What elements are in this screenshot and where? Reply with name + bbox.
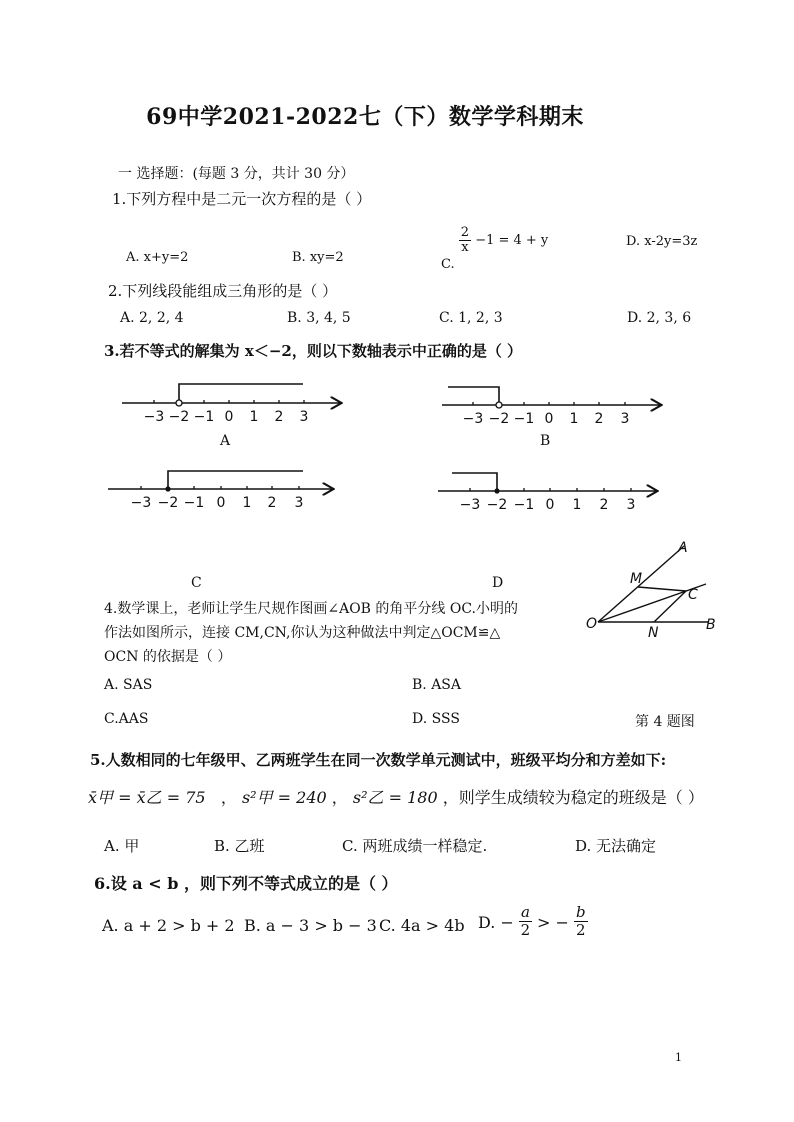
- solution-bracket: [448, 387, 499, 402]
- solution-bracket: [179, 384, 303, 400]
- q5-condition-tail: ，则学生成绩较为稳定的班级是（ ）: [442, 788, 704, 807]
- q6-d-numerator-1: a: [520, 903, 530, 921]
- tick-label: −3: [143, 409, 165, 425]
- q3-stem: 3.若不等式的解集为 x＜−2，则以下数轴表示中正确的是（ ）: [104, 342, 523, 360]
- q1-c-denominator: x: [461, 240, 469, 255]
- tick-label: −2: [168, 409, 190, 425]
- numberline-d-label: D: [492, 575, 504, 591]
- tick-label: 3: [299, 409, 309, 425]
- tick-label: −1: [183, 495, 205, 511]
- tick-label: 3: [620, 411, 630, 427]
- tick-label: −3: [462, 411, 484, 427]
- solution-bracket: [452, 473, 497, 491]
- tick-label: −3: [130, 495, 152, 511]
- q5-variance-2: s²乙 = 180: [352, 788, 438, 807]
- q6-d-numerator-2: b: [575, 903, 586, 921]
- closed-dot: [494, 488, 499, 493]
- tick-label: 0: [216, 495, 226, 511]
- page-number: 1: [675, 1051, 682, 1064]
- q2-option-a: A. 2, 2, 4: [120, 310, 184, 326]
- tick-label: −2: [486, 497, 508, 513]
- q4-figure-caption: 第 4 题图: [635, 714, 695, 730]
- q1-option-b: B. xy=2: [292, 250, 344, 265]
- q1-option-c-prefix: C.: [441, 257, 455, 272]
- q4-stem-line2: 作法如图所示，连接 CM,CN,你认为这种做法中判定△OCM≌△: [104, 625, 501, 641]
- tick-label: −1: [193, 409, 215, 425]
- tick-label: 1: [249, 409, 259, 425]
- tick-label: 3: [626, 497, 636, 513]
- q1-stem: 1.下列方程中是二元一次方程的是（ ）: [112, 190, 372, 208]
- point-o-label: O: [586, 616, 598, 632]
- q1-option-c: [441, 225, 549, 272]
- q5-condition: x̄甲 = x̄乙 = 75 ， s²甲 = 240 ， s²乙 = 180 ，则学生成绩较为稳定的班级是（ ）: [88, 788, 704, 807]
- q5-option-a: A. 甲: [104, 837, 140, 855]
- segment-nc: [654, 591, 686, 622]
- numberline-d: [434, 466, 666, 518]
- open-circle: [176, 400, 182, 406]
- numberline-c-label: C: [191, 575, 202, 591]
- point-n-label: N: [648, 625, 659, 641]
- q4-stem-line1: 4.数学课上，老师让学生尺规作图画∠AOB 的角平分线 OC.小明的: [104, 601, 519, 617]
- q4-option-d: D. SSS: [412, 711, 460, 727]
- q6-option-a: A. a + 2 > b + 2: [102, 916, 235, 935]
- q6-d-fraction-1: [519, 904, 532, 939]
- q5-mean: x̄甲 = x̄乙 = 75: [88, 788, 206, 807]
- q1-option-d: D. x-2y=3z: [626, 234, 698, 249]
- tick-label: 2: [599, 497, 609, 513]
- numberline-c: [104, 464, 340, 516]
- tick-label: 0: [544, 411, 554, 427]
- tick-label: 2: [594, 411, 604, 427]
- q5-stem: 5.人数相同的七年级甲、乙两班学生在同一次数学单元测试中，班级平均分和方差如下:: [90, 751, 667, 769]
- tick-label: −3: [459, 497, 481, 513]
- tick-label: 1: [242, 495, 252, 511]
- tick-label: −2: [157, 495, 179, 511]
- solution-bracket: [168, 471, 303, 489]
- tick-label: 1: [569, 411, 579, 427]
- tick-label: −1: [513, 497, 535, 513]
- point-b-label: B: [706, 617, 716, 633]
- page-title: 69中学2021-2022七（下）数学学科期末: [146, 104, 584, 130]
- q6-d-denominator-1: 2: [520, 921, 531, 939]
- q2-stem: 2.下列线段能组成三角形的是（ ）: [108, 282, 338, 300]
- tick-label: 1: [572, 497, 582, 513]
- section-heading: 一 选择题：(每题 3 分，共计 30 分）: [118, 166, 355, 182]
- tick-label: −2: [488, 411, 510, 427]
- q6-d-prefix: D. −: [478, 913, 514, 932]
- q2-option-d: D. 2, 3, 6: [627, 310, 692, 326]
- q1-option-c-rest: −1 = 4 + y: [475, 233, 549, 248]
- tick-label: 2: [267, 495, 277, 511]
- numberline-a-label: A: [220, 433, 231, 449]
- q5-option-c: C. 两班成绩一样稳定.: [342, 837, 488, 855]
- q1-option-c-fraction: [459, 226, 471, 255]
- q4-option-a: A. SAS: [104, 677, 153, 693]
- point-a-label: A: [678, 540, 688, 556]
- q5-variance-1: s²甲 = 240: [241, 788, 327, 807]
- q4-option-c: C.AAS: [104, 711, 149, 727]
- point-m-label: M: [630, 571, 643, 587]
- q2-option-c: C. 1, 2, 3: [439, 310, 503, 326]
- q6-option-c: C. 4a > 4b: [379, 916, 465, 935]
- q1-option-a: A. x+y=2: [126, 250, 189, 265]
- q6-d-fraction-2: [574, 904, 588, 939]
- tick-label: 0: [545, 497, 555, 513]
- angle-bisector-figure: [580, 536, 780, 646]
- tick-label: 2: [274, 409, 284, 425]
- tick-label: −1: [513, 411, 535, 427]
- q6-option-b: B. a − 3 > b − 3: [244, 916, 377, 935]
- q6-stem: 6.设 a < b ，则下列不等式成立的是（ ）: [94, 874, 398, 893]
- open-circle: [496, 402, 502, 408]
- q6-d-denominator-2: 2: [576, 921, 586, 939]
- tick-label: 3: [294, 495, 304, 511]
- q6-d-middle: > −: [536, 913, 569, 932]
- q4-stem-line3: OCN 的依据是（ ）: [104, 649, 232, 665]
- numberline-b: [438, 378, 670, 430]
- point-c-label: C: [688, 587, 698, 603]
- q6-option-d: [478, 904, 588, 939]
- q4-option-b: B. ASA: [412, 677, 461, 693]
- numberline-a: [118, 378, 350, 430]
- q1-c-numerator: 2: [460, 225, 470, 240]
- closed-dot: [165, 486, 170, 491]
- q5-option-d: D. 无法确定: [575, 837, 657, 855]
- segment-mc: [638, 587, 686, 591]
- tick-label: 0: [224, 409, 234, 425]
- q2-option-b: B. 3, 4, 5: [287, 310, 351, 326]
- numberline-b-label: B: [540, 433, 551, 449]
- q5-option-b: B. 乙班: [214, 837, 265, 855]
